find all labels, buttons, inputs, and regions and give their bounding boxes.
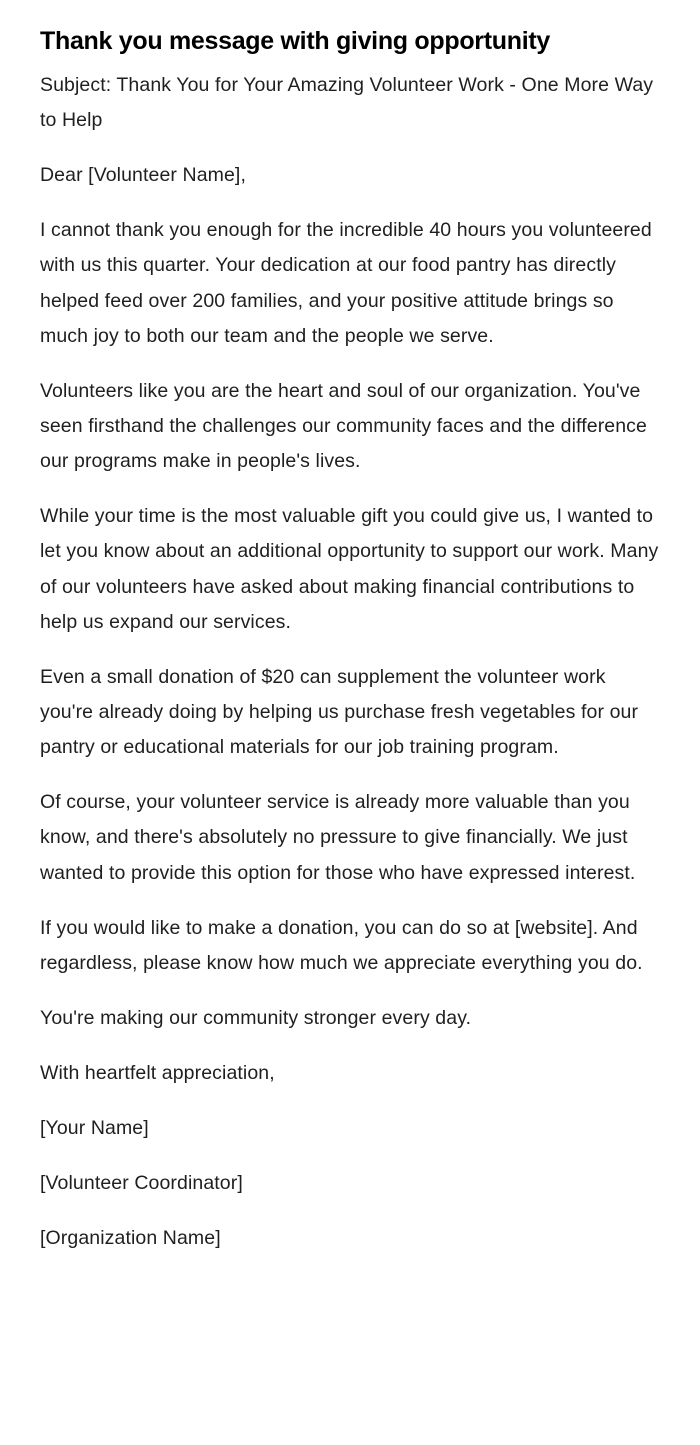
page-title: Thank you message with giving opportunity: [40, 27, 550, 55]
body-paragraph-how-to-donate: If you would like to make a donation, you can do so at [website]. And regardless, please know how much we appreciate everything you do.: [40, 916, 643, 974]
body-paragraph-heart-and-soul: Volunteers like you are the heart and soul of our organization. You've seen firsthand the challenges our community faces and the difference our programs make in people's lives.: [40, 379, 647, 473]
subject-line: Subject: Thank You for Your Amazing Volunteer Work - One More Way to Help: [40, 74, 654, 132]
signature-role: [Volunteer Coordinator]: [40, 1171, 243, 1194]
body-paragraph-no-pressure: Of course, your volunteer service is already more valuable than you know, and there's absolutely no pressure to give financially. We just wanted to provide this option for those who have expressed interest.: [40, 791, 636, 884]
body-paragraph-donation-example: Even a small donation of $20 can supplement the volunteer work you're already doing by helping us purchase fresh vegetables for our pantry or educational materials for our job training program.: [40, 665, 639, 759]
greeting: Dear [Volunteer Name],: [40, 164, 246, 187]
body-paragraph-community: You're making our community stronger every day.: [40, 1006, 472, 1029]
body-paragraph-opportunity: While your time is the most valuable gift you could give us, I wanted to let you know about an additional opportunity to support our work. Many of our volunteers have asked about making financial contributions to help us expand our services.: [40, 505, 659, 633]
signature-name: [Your Name]: [40, 1116, 149, 1139]
signature-organization: [Organization Name]: [40, 1226, 221, 1249]
closing: With heartfelt appreciation,: [40, 1061, 275, 1084]
body-paragraph-thanks: I cannot thank you enough for the incredible 40 hours you volunteered with us this quarter. Your dedication at our food pantry has directly helped feed over 200 families, and your positive attitude brings so much joy to both our team and the people we serve.: [40, 219, 652, 347]
